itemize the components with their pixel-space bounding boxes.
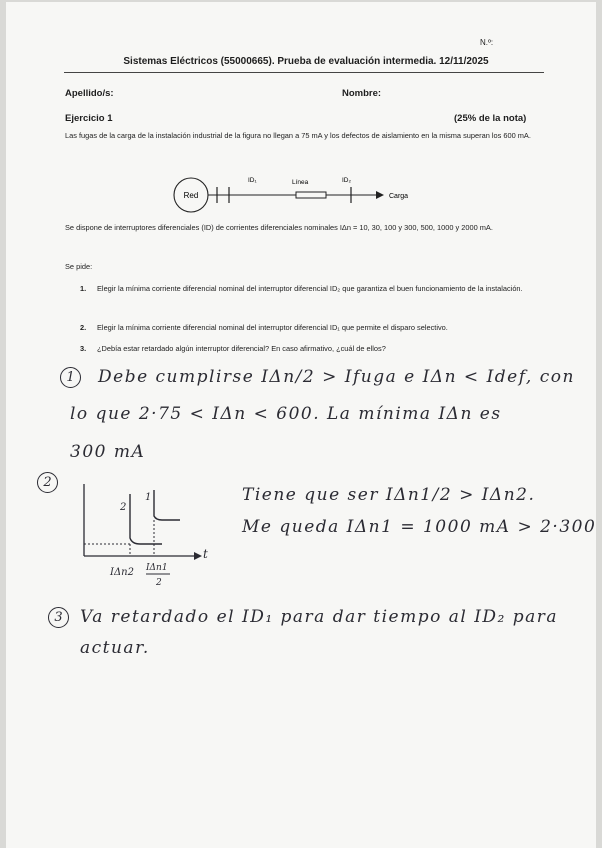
question-number: 3. (80, 344, 87, 353)
ask-label: Se pide: (65, 262, 93, 271)
question-number: 1. (80, 284, 87, 293)
exam-title: Sistemas Eléctricos (55000665). Prueba de evaluación intermedia. 12/11/2025 (123, 56, 489, 67)
exercise-title: Ejercicio 1 (65, 113, 113, 124)
load-label: Carga (389, 193, 409, 200)
selectivity-sketch (70, 478, 210, 598)
curve-id1 (154, 490, 180, 520)
answer-2-line-1: Tiene que ser IΔn1/2 > IΔn2. (242, 485, 536, 505)
circuit-diagram (166, 170, 446, 214)
exam-sheet (6, 2, 596, 848)
question-number: 2. (80, 323, 87, 332)
line-impedance (296, 192, 326, 198)
answer-3-line-1: Va retardado el ID₁ para dar tiempo al ID₂ para (80, 607, 559, 627)
answer-2-line-2: Me queda IΔn1 = 1000 mA > 2·300 (242, 517, 597, 537)
question-text: ¿Debía estar retardado algún interruptor diferencial? En caso afirmativo, ¿cuál de ellos? (97, 344, 386, 353)
id1-label: ID₁ (248, 177, 257, 184)
answer-1-line-3: 300 mA (70, 442, 146, 462)
numero-label: N.º: (480, 38, 494, 47)
title-underline (64, 72, 544, 73)
curve-label-2: 2 (120, 502, 127, 513)
answer-2-marker: 2 (37, 472, 58, 493)
x-label-idn1-den: 2 (156, 578, 162, 588)
x-label-idn2: IΔn2 (110, 567, 134, 578)
time-axis-label: t (203, 547, 208, 561)
exercise-statement: Las fugas de la carga de la instalación industrial de la figura no llegan a 75 mA y los defectos de aislamiento en la misma superan los 600 mA. (65, 131, 531, 140)
time-axis-arrow (194, 552, 202, 560)
line-label: Línea (292, 179, 309, 186)
answer-1-marker: 1 (60, 367, 81, 388)
curve-label-1: 1 (145, 492, 152, 503)
answer-3-line-2: actuar. (80, 638, 150, 658)
available-devices-text: Se dispone de interruptores diferenciales (ID) de corrientes diferenciales nominales IΔn = 10, 30, 100 y 300, 500, 1000 y 2000 mA. (65, 223, 493, 232)
answer-1-line-2: lo que 2·75 < IΔn < 600. La mínima IΔn es (70, 404, 502, 424)
answer-1-line-1: Debe cumplirse IΔn/2 > Ifuga e IΔn < Idef, con (98, 367, 575, 387)
x-label-idn1-num: IΔn1 (146, 563, 168, 573)
id2-label: ID₂ (342, 177, 352, 184)
load-arrow (376, 191, 384, 199)
name-label: Nombre: (342, 88, 382, 99)
question-text: Elegir la mínima corriente diferencial nominal del interruptor diferencial ID₁ que permite el disparo selectivo. (97, 323, 448, 332)
answer-3-marker: 3 (48, 607, 69, 628)
surname-label: Apellido/s: (65, 88, 114, 99)
exercise-weight: (25% de la nota) (454, 113, 527, 124)
question-text: Elegir la mínima corriente diferencial nominal del interruptor diferencial ID₂ que garantiza el buen funcionamiento de la instalación. (97, 284, 523, 293)
red-source-label: Red (183, 191, 199, 200)
